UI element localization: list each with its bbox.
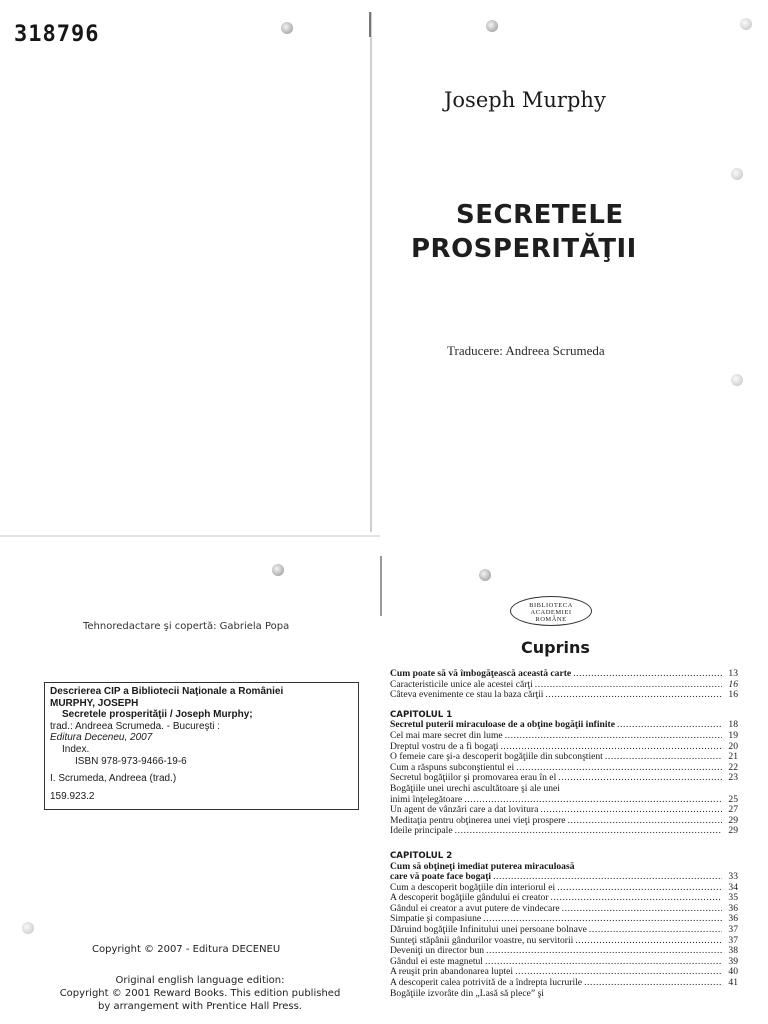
page-fold-bottom — [380, 556, 382, 616]
edition-line: Copyright © 2001 Reward Books. This edition published — [59, 988, 341, 999]
chapter-title: Cum să obţineţi imediat puterea miraculoasă — [390, 860, 575, 872]
toc-entry: Gândul ei este magnetul ..... 39 — [390, 957, 738, 968]
scan-number: 318796 — [14, 22, 100, 47]
toc-heading: Cuprins — [521, 638, 590, 657]
toc-entry: A reuşit prin abandonarea luptei ..... 40 — [390, 967, 738, 978]
cip-translator: trad.: Andreea Scrumeda. - Bucureşti : — [50, 720, 221, 732]
cip-classification: 159.923.2 — [50, 790, 95, 802]
punch-hole — [479, 569, 491, 581]
toc-entry: Simpatie şi compasiune ..... 36 — [390, 914, 738, 925]
cip-isbn: ISBN 978-973-9466-19-6 — [75, 755, 187, 767]
cip-record — [44, 682, 359, 810]
toc-entry: A descoperit calea potrivită de a îndrepta lucrurile ..... 41 — [390, 978, 738, 989]
stamp-line: BIBLIOTECA — [529, 602, 573, 609]
translator-credit: Traducere: Andreea Scrumeda — [447, 343, 605, 358]
toc-entry: Meditaţia pentru obţinerea unei vieţi prospere ..... 29 — [390, 816, 738, 827]
toc-entry: Dăruind bogăţiile Infinitului unei persoane bolnave ..... 37 — [390, 925, 738, 936]
stamp-line: ROMÂNE — [535, 616, 567, 623]
punch-hole — [22, 922, 34, 934]
toc-entry: Un agent de vânzări care a dat lovitura ..... 27 — [390, 805, 738, 816]
toc-entry: Deveniţi un director bun ..... 38 — [390, 946, 738, 957]
toc-entry: Dreptul vostru de a fi bogaţi ..... 20 — [390, 742, 738, 753]
punch-hole — [272, 564, 284, 576]
punch-hole — [731, 168, 743, 180]
punch-hole — [731, 374, 743, 386]
chapter-label: CAPITOLUL 2 — [390, 850, 453, 861]
toc-entry: Câteva evenimente ce stau la baza cărţii ..... 16 — [390, 690, 738, 701]
cip-title: Secretele prosperităţii / Joseph Murphy; — [62, 709, 253, 721]
toc-entry: A descoperit bogăţiile gândului ei creator ..... 35 — [390, 893, 738, 904]
toc-entry: Gândul ei creator a avut putere de vindecare ..... 36 — [390, 904, 738, 915]
cip-contributor: I. Scrumeda, Andreea (trad.) — [50, 773, 177, 785]
stamp-line: ACADEMIEI — [530, 609, 572, 616]
toc-entry: inimi înţelegătoare ..... 25 — [390, 795, 738, 806]
table-of-contents — [390, 669, 738, 999]
toc-entry: Bogăţiile unei urechi ascultătoare şi ale unei — [390, 782, 560, 794]
page-edge-horizontal — [0, 535, 380, 537]
toc-entry: Cum poate să vă îmbogăţească această carte ..... 13 — [390, 669, 738, 680]
book-title-line-2: PROSPERITĂŢII — [411, 234, 637, 264]
author-name: Joseph Murphy — [444, 88, 606, 112]
toc-entry: Cum a descoperit bogăţiile din interiorul ei ..... 34 — [390, 883, 738, 894]
cip-heading: Descrierea CIP a Bibliotecii Naţionale a României — [50, 686, 284, 697]
edition-line: by arrangement with Prentice Hall Press. — [98, 1001, 302, 1012]
page-fold-top-dark — [369, 12, 371, 37]
library-stamp — [510, 596, 592, 626]
cip-publisher: Editura Deceneu, 2007 — [50, 732, 153, 744]
toc-entry: O femeie care şi-a descoperit bogăţiile din subconştient ..... 21 — [390, 752, 738, 763]
edition-line: Original english language edition: — [115, 975, 285, 986]
chapter-label: CAPITOLUL 1 — [390, 709, 453, 720]
toc-entry: Cum a răspuns subconştientul ei ..... 22 — [390, 763, 738, 774]
original-edition-note — [0, 974, 400, 1013]
toc-entry: Cel mai mare secret din lume ..... 19 — [390, 731, 738, 742]
toc-entry: Ideile principale ..... 29 — [390, 826, 738, 837]
toc-entry: Sunteţi stăpânii gândurilor voastre, nu servitorii ..... 37 — [390, 936, 738, 947]
punch-hole — [281, 22, 293, 34]
punch-hole — [486, 20, 498, 32]
chapter-title: care vă poate face bogaţi ..... 33 — [390, 872, 738, 883]
copyright-line: Copyright © 2007 - Editura DECENEU — [92, 944, 281, 955]
toc-entry: Caracteristicile unice ale acestei cărţi ..... 16 — [390, 680, 738, 691]
design-credit: Tehnoredactare şi copertă: Gabriela Popa — [83, 621, 290, 632]
page-fold-top — [370, 12, 372, 532]
cip-index: Index. — [62, 743, 90, 755]
cip-author: MURPHY, JOSEPH — [50, 697, 139, 709]
punch-hole — [740, 18, 752, 30]
chapter-title: Secretul puterii miraculoase de a obţine bogăţii infinite ..... 18 — [390, 720, 738, 731]
toc-entry: Secretul bogăţiilor şi promovarea erau în el ..... 23 — [390, 773, 738, 784]
book-title-line-1: SECRETELE — [456, 200, 624, 230]
toc-entry: Bogăţiile izvorâte din „Lasă să plece” şi — [390, 987, 544, 999]
